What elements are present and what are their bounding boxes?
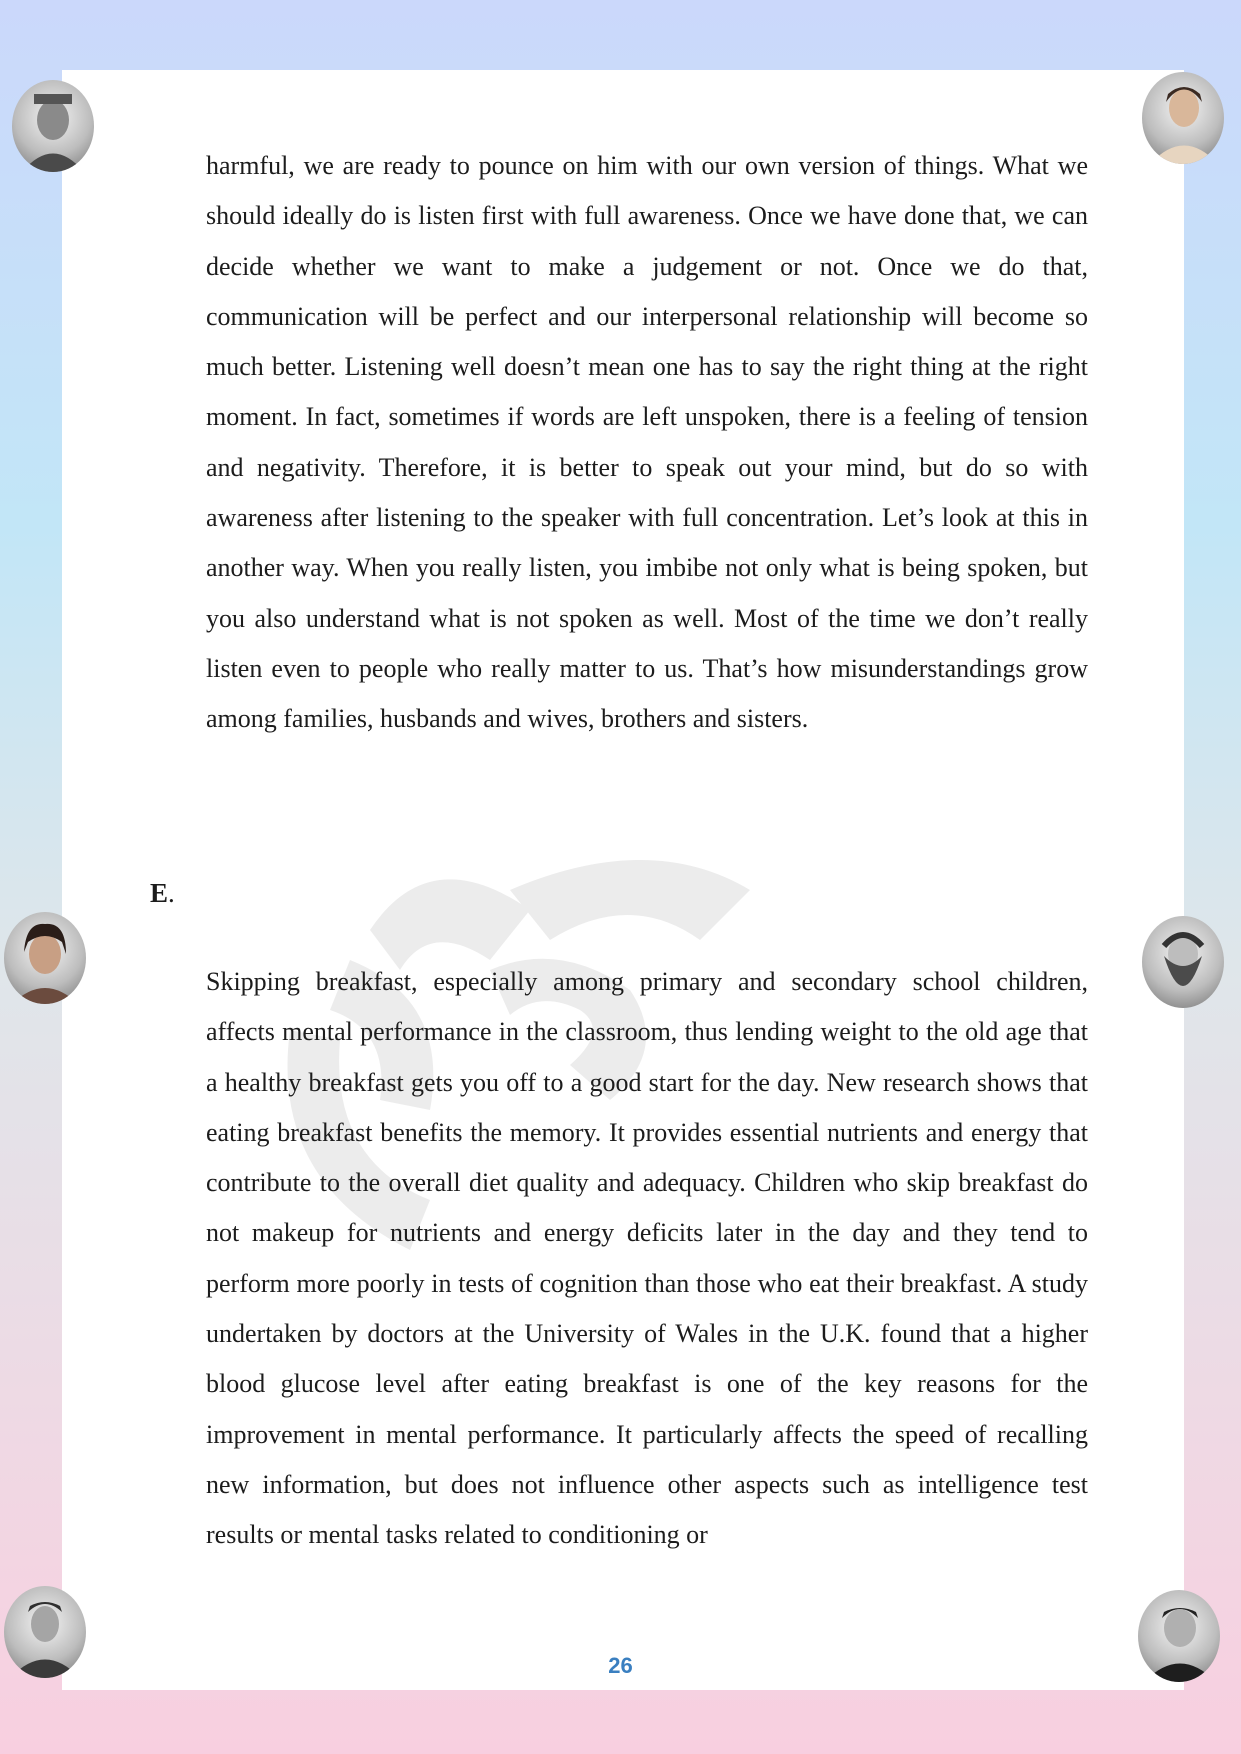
portrait-photo-icon [12,80,94,172]
section-e-letter: E [150,878,169,908]
section-e-paragraph: Skipping breakfast, especially among primary and secondary school children, affects mental performance in the classroom, thus lending weight to the old age that a healthy breakfast gets you off to a good start for the day. New research shows that eating breakfast benefits the memory. It provides essential nutrients and energy that contribute to the overall diet quality and adequacy. Children who skip breakfast do not makeup for nutrients and energy deficits later in the day and they tend to perform more poorly in tests of cognition than those who eat their breakfast. A study undertaken by doctors at the University of Wales in the U.K. found that a higher blood glucose level after eating breakfast is one of the key reasons for the improvement in mental performance. It particularly affects the speed of recalling new information, but does not influence other aspects such as intelligence test results or mental tasks related to conditioning or [206,967,1088,1550]
portrait-photo-icon [4,912,86,1004]
section-e-label-suffix: . [168,878,175,908]
portrait-photo-icon [4,1586,86,1678]
portrait-photo-icon [1142,916,1224,1008]
section-e-label [150,878,175,909]
portrait-photo-icon [1138,1590,1220,1682]
portrait-photo-icon [1142,72,1224,164]
section-d-paragraph: harmful, we are ready to pounce on him with our own version of things. What we should ideally do is listen first with full awareness. Once we have done that, we can decide whether we want to make a judgement or not. Once we do that, communication will be perfect and our interpersonal relationship will become so much better. Listening well doesn’t mean one has to say the right thing at the right moment. In fact, sometimes if words are left unspoken, there is a feeling of tension and negativity. Therefore, it is better to speak out your mind, but do so with awareness after listening to the speaker with full concentration. Let’s look at this in another way. When you really listen, you imbibe not only what is being spoken, but you also understand what is not spoken as well. Most of the time we don’t really listen even to people who really matter to us. That’s how misunderstandings grow among families, husbands and wives, brothers and sisters. [206,151,1088,734]
page-number: 26 [608,1653,633,1678]
